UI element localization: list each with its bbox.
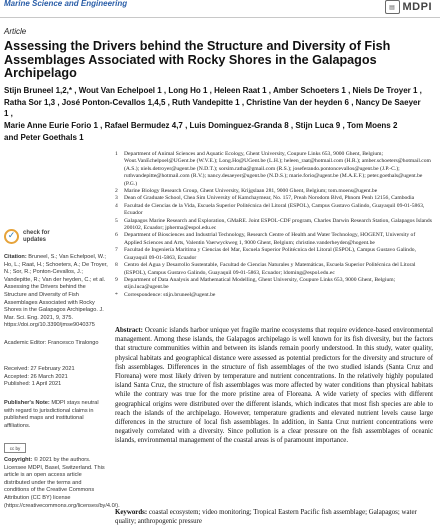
affiliation-number: 8 bbox=[115, 262, 118, 269]
affiliation-text: Department of Animal Sciences and Aquatic Ecology, Ghent University, Coupure Links 653, 9000 Ghent, Belgium; Wout.VanEchelpoel@UGent.be (W.V.E.); Long.Ho@UGent.be (L.H.); heleen_raat@hotmail.com (H.R.); amber.schoeters@hotmail.com (A.S.); niels.detroyer@ugent.be (N.D.T.); sorsim.ratha@gmail.com (R.S.); joseferando.pontoncevallos@ugent.be (J.P.-C.); ruthvandepitte@hotmail.com (R.V.); nancy.desaeyer@ugent.be (N.D.S.); marie.forio@ugent.be (M.A.E.F.); peter.goethals@ugent.be (P.G.) bbox=[124, 151, 431, 187]
copyright-text: © 2021 by the authors. Licensee MDPI, Basel, Switzerland. This article is an open access article distributed under the terms and conditions of the Creative Commons Attribution (CC BY) license (https://creativecommons.org/licenses/by/4.0/). bbox=[4, 457, 120, 509]
received-label: Received: bbox=[4, 366, 29, 372]
check-updates-icon: ✓ bbox=[4, 229, 19, 244]
affiliation-text: Correspondence: stijn.bruneel@ugent.be bbox=[124, 291, 216, 298]
affiliation-item bbox=[115, 247, 433, 262]
dates-block bbox=[4, 366, 108, 389]
publisher-logo bbox=[385, 0, 433, 14]
accepted-date: 26 March 2021 bbox=[30, 373, 68, 380]
keywords-text: coastal ecosystem; video monitoring; Tropical Eastern Pacific fish assemblage; Galapagos; water quality; anthropogenic pressure bbox=[115, 509, 417, 526]
affiliation-text: Facultad de Ciencias de la Vida, Escuela Superior Politécnica del Litoral (ESPOL), Campus Gustavo Galindo, Guayaquil 09-01-5863, Ecuador bbox=[124, 202, 425, 217]
publisher-note-label: Publisher's Note: bbox=[4, 400, 50, 406]
affiliation-text: Dean of Graduate School, Chea Sim University of Kamchaymear, No. 157, Preah Norodom Blvd, Phnom Penh 12156, Cambodia bbox=[124, 195, 415, 202]
citation-text: Bruneel, S.; Van Echelpoel, W.; Ho, L.; Raat, H.; Schoeters, A.; De Troyer, N.; Sor, R.; Ponton-Cevallos, J.; Vandepitte, R.; Van der heyden, C.; et al. Assessing the Drivers behind the Structure and Diversity of Fish Assemblages Associated with Rocky Shores in the Galapagos Archipelago. J. Mar. Sci. Eng. 2021, 9, 375. https://doi.org/10.3390/jmse9040375 bbox=[4, 254, 108, 329]
abstract bbox=[115, 326, 433, 446]
affiliation-item bbox=[115, 232, 433, 247]
journal-name: Marine Science and Engineering bbox=[4, 0, 128, 8]
affiliation-item bbox=[115, 292, 433, 299]
affiliation-number: 7 bbox=[115, 247, 118, 254]
publisher-logo-text: MDPI bbox=[402, 1, 432, 13]
affiliations bbox=[115, 151, 433, 299]
published-label: Published: bbox=[4, 381, 31, 388]
affiliation-number: 1 bbox=[115, 151, 118, 157]
publisher-note-block bbox=[4, 400, 108, 430]
academic-editor-name: Francesco Tiralongo bbox=[47, 340, 99, 346]
copyright-label: Copyright: bbox=[4, 457, 33, 463]
author-line: Stijn Bruneel 1,2,* , Wout Van Echelpoel 1 , Long Ho 1 , Heleen Raat 1 , Amber Schoeters 1 , Niels De Troyer 1 , bbox=[4, 86, 422, 95]
affiliation-item bbox=[115, 218, 433, 233]
affiliation-number: 6 bbox=[115, 232, 118, 239]
publisher-note-text: MDPI stays neutral with regard to jurisdictional claims in published maps and institutional affiliations. bbox=[4, 400, 99, 429]
affiliation-text: Marine Biology Research Group, Ghent University, Krijgslaan 281, 9000 Ghent, Belgium; tom.moens@ugent.be bbox=[124, 188, 378, 195]
author-line: Ratha Sor 1,3 , José Ponton-Cevallos 1,4,5 , Ruth Vandepitte 1 , Christine Van der heyden 6 , Nancy De Saeyer 1 , bbox=[4, 97, 421, 119]
author-list bbox=[4, 85, 424, 144]
citation-block bbox=[4, 254, 108, 330]
affiliation-item bbox=[115, 203, 433, 218]
affiliation-text: Department of Biosciences and Industrial Technology, Research Centre of Health and Water Technology, HOGENT, University of Applied Sciences and Arts, Valentin Vaerwyckweg 1, 9000 Ghent, Belgium; christine.vanderheyden@hogent.be bbox=[124, 232, 416, 246]
keywords-label: Keywords: bbox=[115, 509, 148, 516]
abstract-text: Oceanic islands harbor unique yet fragile marine ecosystems that require evidence-based environmental management. Among these islands, the Galapagos archipelago is well known for its fish diversity, but the factors that structure communities within and between its islands remain poorly understood. In this study, water quality, physical habitats and geographical distance were assessed as potential predictors for the diversity and structure of fish assemblages. Differences in the structure of fish assemblages of the two studied islands (Santa Cruz and Floreana) were most likely driven by temperature and nutrient concentrations. In the relatively highly populated island Santa Cruz, the structure of fish assemblages was more affected by water conditions than physical habitats while the contrary was true for the more pristine area of Floreana. A wide variety of species with different geographical origins were distributed over the different islands, which indicates that most fish species are able to reach the islands of the archipelago. However, temperature gradients and elevated nutrient levels cause large differences in the structure of local fish assemblages. In addition, in Santa Cruz nutrient concentrations were negatively correlated with a diversity. Since pollution is a clear pressure on the fish assemblages of oceanic islands, environmental management of the coastal areas is of paramount importance. bbox=[115, 327, 433, 445]
affiliation-item bbox=[115, 151, 433, 188]
affiliation-text: Galapagos Marine Research and Exploration, GMaRE. Joint ESPOL-CDF program, Charles Darwin Research Station, Galapagos Islands 200102, Ecuador; jpherma@espol.edu.ec bbox=[124, 217, 432, 232]
accepted-label: Accepted: bbox=[4, 373, 29, 380]
article-type: Article bbox=[4, 27, 27, 36]
check-updates-label: updates bbox=[23, 236, 47, 243]
affiliation-text: Facultad de Ingeniería Marítima y Ciencias del Mar, Escuela Superior Politécnica del Litoral (ESPOL), Campus Gustavo Galindo, Guayaquil 09-01-5863, Ecuador bbox=[124, 247, 416, 261]
author-line: Marie Anne Eurie Forio 1 , Rafael Bermudez 4,7 , Luis Dominguez-Granda 8 , Stijn Luca 9 , Tom Moens 2 bbox=[4, 121, 398, 131]
affiliation-item bbox=[115, 262, 433, 277]
academic-editor-label: Academic Editor: bbox=[4, 340, 47, 346]
affiliation-number: 5 bbox=[115, 217, 118, 224]
copyright-block bbox=[4, 457, 120, 510]
academic-editor-block bbox=[4, 340, 108, 348]
received-date: 27 February 2021 bbox=[30, 366, 75, 372]
author-line: and Peter Goethals 1 bbox=[4, 132, 84, 142]
keywords bbox=[115, 508, 433, 526]
abstract-label: Abstract: bbox=[115, 327, 143, 334]
published-date: 1 April 2021 bbox=[31, 381, 62, 388]
mdpi-logo-icon: ▤ bbox=[385, 0, 400, 14]
affiliation-number: * bbox=[115, 291, 118, 298]
affiliation-number: 4 bbox=[115, 202, 118, 209]
affiliation-text: Department of Data Analysis and Mathematical Modelling, Ghent University, Coupure Links 653, 9000 Ghent, Belgium; stijn.luca@ugent.be bbox=[124, 276, 396, 291]
affiliation-number: 2 bbox=[115, 188, 118, 195]
affiliation-item bbox=[115, 195, 433, 202]
cc-by-license-icon[interactable]: cc by bbox=[4, 443, 26, 453]
affiliation-text: Centro del Agua y Desarrollo Sustentable, Facultad de Ciencias Naturales y Matemáticas, Escuela Superior Politécnica del Litoral (ESPOL), Campus Gustavo Galindo, Guayaquil 09-01-5863, Ecuador; ldoming@espol.edu.ec bbox=[124, 262, 416, 276]
affiliation-number: 3 bbox=[115, 195, 118, 202]
check-for-updates-button[interactable] bbox=[4, 229, 50, 244]
affiliation-item bbox=[115, 277, 433, 292]
header-divider bbox=[0, 17, 440, 18]
affiliation-number: 9 bbox=[115, 276, 118, 283]
check-updates-label: check for bbox=[23, 230, 50, 236]
article-title: Assessing the Drivers behind the Structure and Diversity of Fish Assemblages Associated with Rocky Shores in the Galapagos Archipelago bbox=[4, 39, 391, 80]
citation-label: Citation: bbox=[4, 254, 27, 260]
